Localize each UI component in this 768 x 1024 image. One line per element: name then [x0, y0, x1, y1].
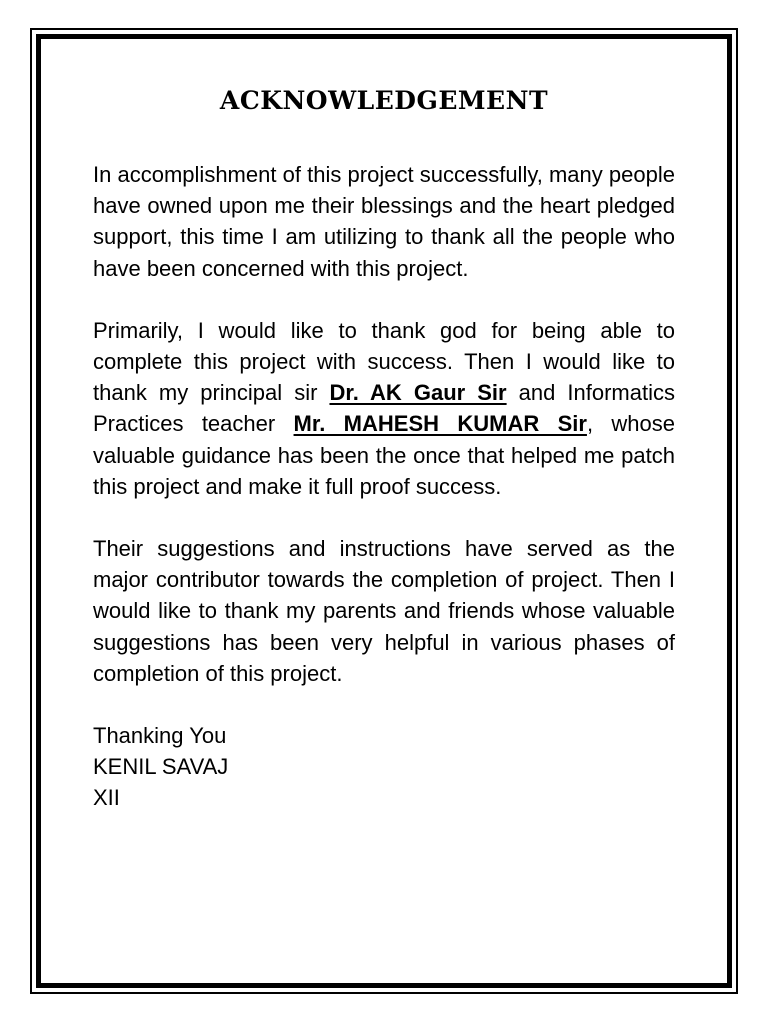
document-body — [93, 159, 675, 813]
paragraph-thanks-text-1: Primarily, I would like to thank god for being able to complete this project with success. Then I would like to thank my principal sir — [93, 317, 675, 406]
page-title: ACKNOWLEDGEMENT — [219, 86, 549, 115]
paragraph-thanks-text-3: , whose valuable guidance has been the once that helped me patch this project and make it full proof success. — [93, 411, 675, 499]
teacher-name: Mr. MAHESH KUMAR Sir — [293, 411, 587, 437]
principal-name: Dr. AK Gaur Sir — [329, 380, 507, 406]
paragraph-thanks-text-2: and Informatics Practices teacher — [93, 380, 675, 437]
paragraph-thanks — [93, 315, 675, 502]
paragraph-intro: In accomplishment of this project successfully, many people have owned upon me their blessings and the heart pledged support, this time I am utilizing to thank all the people who have been concerned with this project. — [93, 162, 675, 281]
author-name: KENIL SAVAJ — [93, 754, 229, 780]
signature-block — [93, 720, 675, 813]
author-class: XII — [93, 785, 120, 811]
closing-salutation: Thanking You — [93, 723, 227, 749]
paragraph-suggestions: Their suggestions and instructions have served as the major contributor towards the completion of project. Then I would like to thank my parents and friends whose valuable suggestions has been very helpful in various phases of completion of this project. — [93, 536, 675, 686]
